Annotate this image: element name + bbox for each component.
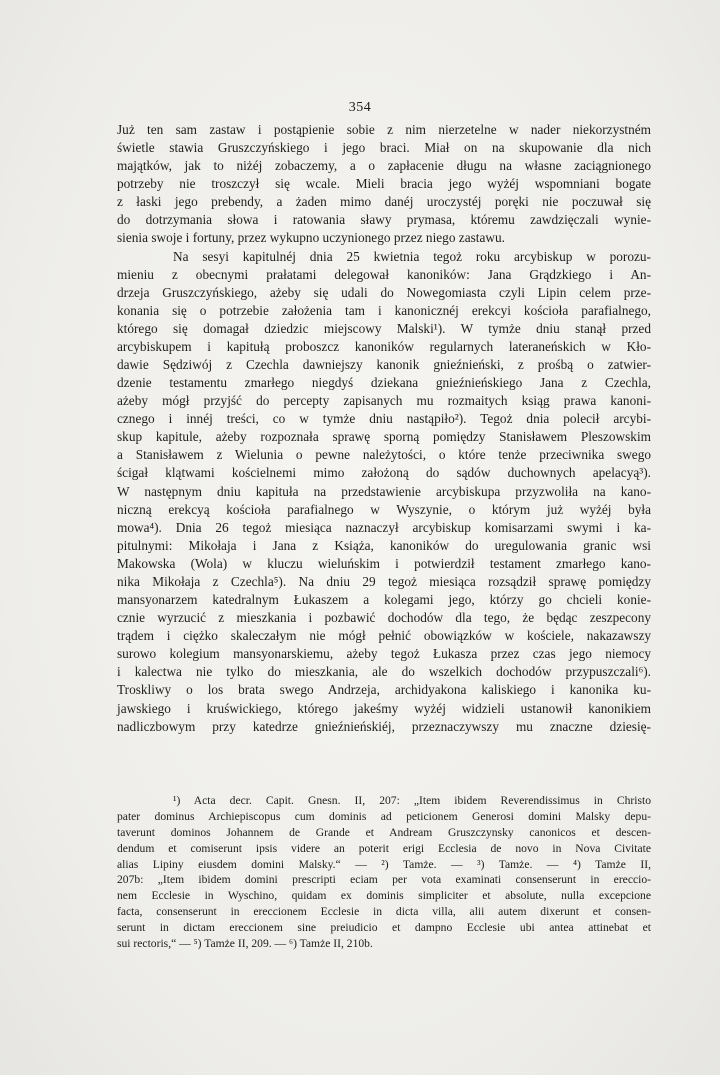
text-line: arcybiskupem i kapitułą proboszcz kanoników regularnych lateraneńskich w Kło- xyxy=(117,338,651,354)
footnote-line: 207b: „Item ibidem domini prescripti eciam per vota examinati consenserunt in ereccio- xyxy=(117,873,651,887)
footnote-line: pater dominus Archiepiscopus cum dominis ad peticionem Generosi domini Malsky depu- xyxy=(117,809,651,823)
text-line: sienia swoje i fortuny, przez wykupno uczynionego przez niego zastawu. xyxy=(117,230,505,246)
footnote-line: alias Lipiny eiusdem domini Malsky.“ — ²) Tamże. — ³) Tamże. — ⁴) Tamże II, xyxy=(117,857,651,871)
text-line: majątków, jak to niżéj zobaczemy, a o zapłacenie długu na własne zaciągnionego xyxy=(117,158,651,174)
footnote-line: nem Ecclesie in Wyschino, quidam ex dominis simpliciter et absolute, nulla excepcione xyxy=(117,889,651,903)
text-line: konania się o potrzebie założenia tam i kanonicznéj erekcyi kościoła parafialnego, xyxy=(117,302,651,318)
text-line: świetle stawia Gruszczyńskiego i jego braci. Miał on na skupowanie dla nich xyxy=(117,140,651,156)
text-line: niczną erekcyą kościoła parafialnego w Wyszynie, o którym już wyżéj była xyxy=(117,501,651,517)
text-line: i kalectwa nie tylko do mieszkania, ale do wszelkich dochodów przypuszczali⁶). xyxy=(117,664,651,680)
text-line: do dotrzymania słowa i ratowania sławy prymasa, któremu zawdzięczali wynie- xyxy=(117,212,651,228)
text-line: Makowska (Wola) w kluczu wieluńskim i potwierdził testament zmarłego kano- xyxy=(117,555,651,571)
footnote-line: facta, consenserunt in ereccionem Ecclesie in dicta villa, alii autem dixerunt et consen- xyxy=(117,905,651,919)
footnote-line: serunt in dictam ereccionem sine preiudicio et dampno Ecclesie ubi antea attinebat et xyxy=(117,921,651,935)
body-text xyxy=(117,121,651,736)
text-line: z łaski jego prebendy, a żaden mimo danéj uroczystéj poręki nie poczuwał się xyxy=(117,194,651,210)
text-line: dzenie testamentu zmarłego niegdyś dziekana gnieźnieńskiego Jana z Czechla, xyxy=(117,375,651,391)
text-line: ażeby mógł przyjść do percepty zapisanych mu rozmaitych ksiąg prawa kanoni- xyxy=(117,393,651,409)
text-line: ścigał klątwami kościelnemi mimo założoną do sądów duchownych apelacyą³). xyxy=(117,465,651,481)
footnote-line: taverunt dominos Johannem de Grande et Andream Gruszczynsky canonicos et descen- xyxy=(117,825,651,839)
text-line: W następnym dniu kapituła na przedstawienie arcybiskupa przyzwoliła na kano- xyxy=(117,483,651,499)
text-line: cznego i innéj treści, co w tymże dniu nastąpiło²). Tegoż dnia polecił arcybi- xyxy=(117,411,651,427)
text-line: nika Mikołaja z Czechla⁵). Na dniu 29 tegoż miesiąca rozsądził sprawę pomiędzy xyxy=(117,573,651,589)
text-line: Na sesyi kapitulnéj dnia 25 kwietnia tegoż roku arcybiskup w porozu- xyxy=(173,248,651,264)
footnote-line: ¹) Acta decr. Capit. Gnesn. II, 207: „Item ibidem Reverendissimus in Christo xyxy=(173,794,651,807)
footnote-line: dendum et comiserunt ipsis videre an poterit erigi Ecclesia de novo in Nova Civitate xyxy=(117,841,651,855)
text-line: potrzeby nie troszczył się wcale. Mieli bracia jego wyżéj wspomniani bogate xyxy=(117,176,651,192)
text-line: skup kapitule, ażeby rozpoznała sprawę sporną pomiędzy Stanisławem Pleszowskim xyxy=(117,429,651,445)
text-line: pitulnymi: Mikołaja i Jana z Książa, kanoników do uregulowania granic wsi xyxy=(117,537,651,553)
text-line: cznie wyrzucić z mieszkania i pozbawić dochodów dla tego, że będąc zeszpecony xyxy=(117,610,651,626)
text-line: Troskliwy o los brata swego Andrzeja, archidyakona kaliskiego i kanonika ku- xyxy=(117,682,651,698)
footnote-line: sui rectoris,“ — ⁵) Tamże II, 209. — ⁶) Tamże II, 210b. xyxy=(117,937,373,951)
text-line: surowo kolegium mansyonarskiemu, ażeby tegoż Łukasza przez czas jego niemocy xyxy=(117,646,651,662)
text-line: jawskiego i kruświckiego, którego jakeśmy wyżéj widzieli ustanowił kanonikiem xyxy=(117,700,651,716)
text-line: mieniu z obecnymi prałatami delegował kanoników: Jana Grądzkiego i An- xyxy=(117,266,651,282)
text-line: trądem i ciężko skaleczałym nie mógł pełnić obowiązków w kościele, nakazawszy xyxy=(117,628,651,644)
text-line: dawie Sędziwój z Czechla dawniejszy kanonik gnieźnieński, z prośbą o zatwier- xyxy=(117,357,651,373)
text-line: drzeja Gruszczyńskiego, ażeby się udali do Nowegomiasta czyli Lipin celem prze- xyxy=(117,284,651,300)
text-line: a Stanisławem z Wielunia o pewne należytości, o które tenże przeciwnika swego xyxy=(117,447,651,463)
page-number: 354 xyxy=(348,100,372,115)
text-line: mowa⁴). Dnia 26 tegoż miesiąca naznaczył arcybiskup komisarzami swymi i ka- xyxy=(117,519,651,535)
text-line: nadliczbowym przy katedrze gnieźnieńskiéj, przeznaczywszy mu znaczne dziesię- xyxy=(117,718,651,734)
text-line: mansyonarzem katedralnym Łukaszem a kolegami jego, którzy go chcieli konie- xyxy=(117,592,651,608)
text-line: Już ten sam zastaw i postąpienie sobie z nim nierzetelne w nader niekorzystném xyxy=(117,122,651,137)
text-line: którego się domagał dziedzic miejscowy Malski¹). W tymże dniu stanął przed xyxy=(117,320,651,336)
footnotes xyxy=(117,793,651,952)
